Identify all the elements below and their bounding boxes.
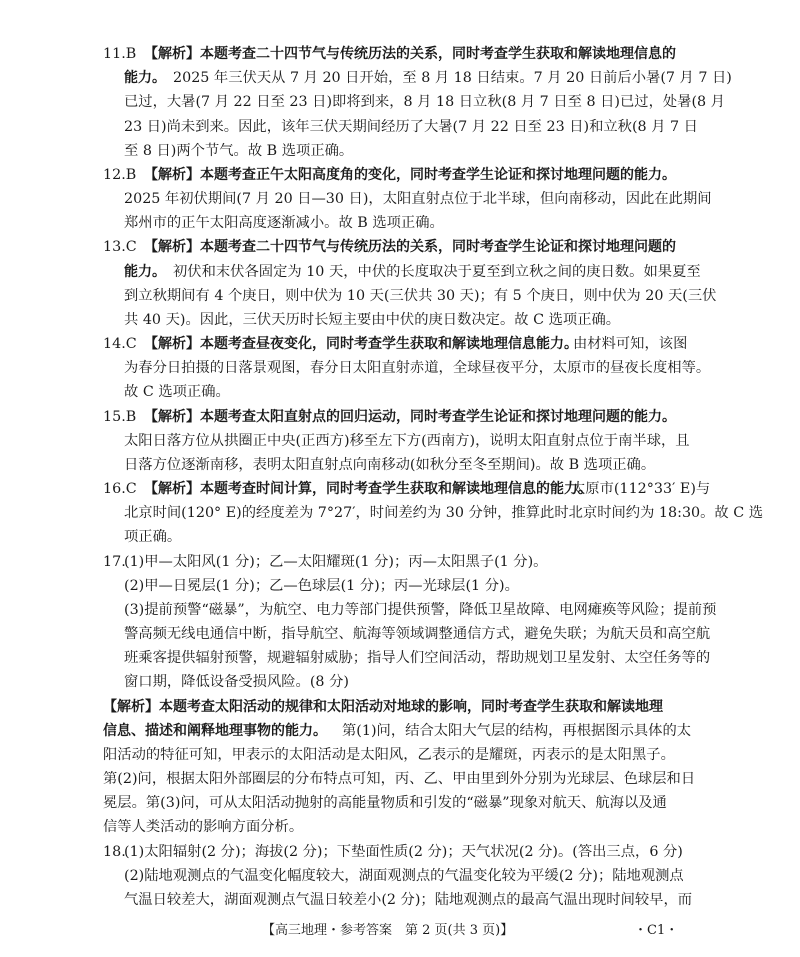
q15-heading: 本题考查太阳直射点的回归运动，同时考查学生论证和探讨地理问题的能力。 [200, 408, 676, 425]
q11-tag: 【解析】 [144, 46, 200, 62]
q16-text-2: 北京时间(120° E)的经度差为 7°27′，时间差约为 30 分钟，推算此时北京时间约为 18:30。故 C 选 [124, 505, 764, 522]
q11-heading: 本题考查二十四节气与传统历法的关系，同时考查学生获取和解读地理信息的 [200, 46, 676, 62]
q18-line-3 [0, 888, 800, 912]
q17-answer-3-1: (3)提前预警“磁暴”，为航空、电力等部门提供预警，降低卫星故障、电网瘫痪等风险；提前预 [124, 601, 717, 618]
q12-line-1 [0, 163, 800, 187]
q15-line-2 [0, 429, 800, 453]
q17-line-4 [0, 622, 800, 646]
q11-text-1: 2025 年三伏天从 7 月 20 日开始，至 8 月 18 日结束。7 月 20 日前后小暑(7 月 7 日) [173, 70, 732, 87]
q16-line-1 [0, 477, 800, 501]
q12-tag: 【解析】 [144, 166, 200, 183]
q11-number: 11.B [103, 46, 137, 62]
q14-text-1: 由材料可知，该图 [573, 336, 688, 352]
q16-line-3 [0, 525, 800, 549]
q17-line-6 [0, 670, 800, 694]
footer-page-info: 【高三地理・参考答案 第 2 页(共 3 页)】 [262, 923, 514, 938]
q14-line-3 [0, 380, 800, 404]
q17-explain-5: 信等人类活动的影响方面分析。 [103, 819, 304, 836]
q14-text-3: 故 C 选项正确。 [124, 384, 230, 401]
q13-text-1: 初伏和末伏各固定为 10 天，中伏的长度取决于夏至到立秋之间的庚日数。如果夏至 [173, 263, 701, 280]
q15-text-2: 日落方位逐渐南移，表明太阳直射点向南移动(如秋分至冬至期间)。故 B 选项正确。 [124, 456, 656, 473]
q13-text-2: 到立秋期间有 4 个庚日，则中伏为 10 天(三伏共 30 天)；有 5 个庚日，则中伏为 20 天(三伏 [124, 287, 717, 304]
q13-text-3: 共 40 天)。因此，三伏天历时长短主要由中伏的庚日数决定。故 C 选项正确。 [124, 311, 621, 328]
q18-number: 18. [103, 843, 126, 860]
q18-answer-2-1: (2)陆地观测点的气温变化幅度较大，湖面观测点的气温变化较为平缓(2 分)；陆地观测点 [124, 867, 684, 884]
page-footer [0, 916, 800, 946]
q18-line-2 [0, 864, 800, 888]
q16-text-1: 太原市(112°33′ E)与 [571, 481, 711, 497]
q16-line-2 [0, 501, 800, 525]
q17-line-5 [0, 646, 800, 670]
q13-line-2 [0, 260, 800, 284]
q17-explain-3: 第(2)问，根据太阳外部圈层的分布特点可知，丙、乙、甲由里到外分别为光球层、色球层和日 [103, 771, 696, 787]
q11-line-1 [0, 42, 800, 66]
q15-text-1: 太阳日落方位从拱圈正中央(正西方)移至左下方(西南方)，说明太阳直射点位于南半球，且 [124, 432, 690, 449]
q17-line-8 [0, 719, 800, 743]
q17-line-9 [0, 743, 800, 767]
q11-heading-cont: 能力。 [124, 70, 166, 87]
q15-number: 15.B [103, 408, 137, 425]
q16-tag: 【解析】 [144, 481, 200, 497]
q11-text-2: 已过，大暑(7 月 22 日至 23 日)即将到来，8 月 18 日立秋(8 月 7 日至 8 日)已过，处暑(8 月 [124, 94, 725, 111]
q16-text-3: 项正确。 [124, 529, 182, 546]
q17-line-1 [0, 550, 800, 574]
q17-explain-4: 冕层。第(3)问，可从太阳活动抛射的高能量物质和引发的“磁暴”现象对航天、航海以及通 [103, 795, 667, 812]
q17-line-7 [0, 695, 800, 719]
q13-line-1 [0, 235, 800, 259]
q18-answer-2-2: 气温日较差大，湖面观测点气温日较差小(2 分)；陆地观测点的最高气温出现时间较早，而 [124, 891, 693, 908]
q18-answer-1: (1)太阳辐射(2 分)；海拔(2 分)；下垫面性质(2 分)；天气状况(2 分)。(答出三点，6 分) [124, 843, 683, 860]
q17-answer-1: (1)甲—太阳风(1 分)；乙—太阳耀斑(1 分)；丙—太阳黑子(1 分)。 [124, 553, 548, 570]
q17-tag: 【解析】 [103, 698, 159, 715]
q17-answer-3-4: 窗口期，降低设备受损风险。(8 分) [124, 674, 349, 691]
q16-number: 16.C [103, 481, 137, 497]
q17-line-12 [0, 815, 800, 839]
q11-line-3 [0, 90, 800, 114]
q17-explain-2: 阳活动的特征可知，甲表示的太阳活动是太阳风，乙表示的是耀斑，丙表示的是太阳黑子。 [103, 746, 675, 763]
q11-text-3: 23 日)尚未到来。因此，该年三伏天期间经历了大暑(7 月 22 日至 23 日)和立秋(8 月 7 日 [124, 118, 698, 135]
q17-explain-1: 第(1)问，结合太阳大气层的结构，再根据图示具体的太 [342, 722, 692, 739]
q17-heading: 本题考查太阳活动的规律和太阳活动对地球的影响，同时考查学生获取和解读地理 [159, 698, 663, 715]
q12-text-1: 2025 年初伏期间(7 月 20 日—30 日)，太阳直射点位于北半球，但向南移动，因此在此期间 [124, 191, 712, 207]
q18-line-1 [0, 840, 800, 864]
q16-heading: 本题考查时间计算，同时考查学生获取和解读地理信息的能力。 [200, 481, 592, 497]
q11-line-4 [0, 115, 800, 139]
q14-tag: 【解析】 [144, 336, 200, 352]
q17-line-3 [0, 598, 800, 622]
q17-answer-3-3: 班乘客提供辐射预警，规避辐射威胁；指导人们空间活动，帮助规划卫星发射、太空任务等的 [124, 650, 711, 667]
q17-line-2 [0, 574, 800, 598]
q14-number: 14.C [103, 336, 137, 352]
q13-number: 13.C [103, 239, 137, 256]
q11-text-4: 至 8 日)两个节气。故 B 选项正确。 [124, 142, 354, 159]
footer-code: ・C1・ [634, 923, 679, 938]
q15-line-3 [0, 453, 800, 477]
q11-line-5 [0, 139, 800, 163]
q13-heading-cont: 能力。 [124, 263, 166, 280]
q17-number: 17. [103, 553, 126, 570]
q14-heading: 本题考查昼夜变化，同时考查学生获取和解读地理信息能力。 [200, 336, 578, 352]
q14-text-2: 为春分日拍摄的日落景观图，春分日太阳直射赤道，全球昼夜平分，太原市的昼夜长度相等。 [124, 360, 711, 377]
q17-answer-3-2: 警高频无线电通信中断，指导航空、航海等领域调整通信方式，避免失联；为航天员和高空航 [124, 626, 711, 642]
q15-line-1 [0, 405, 800, 429]
q17-answer-2: (2)甲—日冕层(1 分)；乙—色球层(1 分)；丙—光球层(1 分)。 [124, 577, 519, 594]
q13-line-3 [0, 284, 800, 308]
q12-heading: 本题考查正午太阳高度角的变化，同时考查学生论证和探讨地理问题的能力。 [200, 166, 676, 183]
q17-heading-cont: 信息、描述和阐释地理事物的能力。 [103, 722, 327, 739]
q12-number: 12.B [103, 166, 137, 183]
q14-line-1 [0, 332, 800, 356]
q12-text-2: 郑州市的正午太阳高度逐渐减小。故 B 选项正确。 [124, 215, 444, 232]
q11-line-2 [0, 66, 800, 90]
q14-line-2 [0, 356, 800, 380]
q13-line-4 [0, 308, 800, 332]
q12-line-3 [0, 211, 800, 235]
q17-line-11 [0, 791, 800, 815]
q17-line-10 [0, 767, 800, 791]
q13-heading: 本题考查二十四节气与传统历法的关系，同时考查学生论证和探讨地理问题的 [200, 239, 676, 256]
q15-tag: 【解析】 [144, 408, 200, 425]
q12-line-2 [0, 187, 800, 211]
q13-tag: 【解析】 [144, 239, 200, 256]
